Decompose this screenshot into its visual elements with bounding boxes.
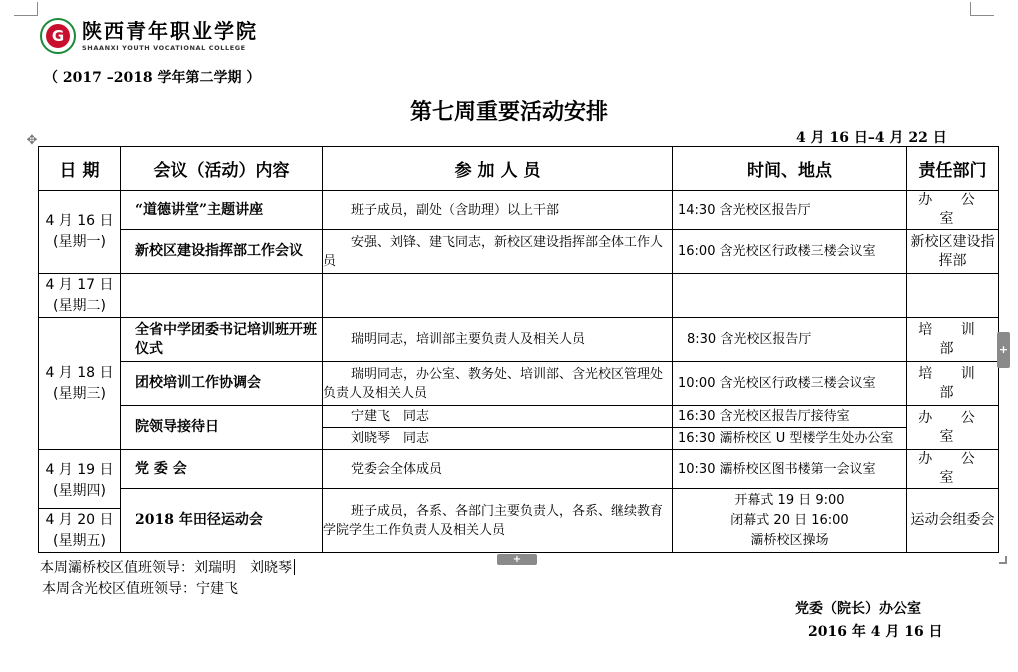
time-place-cell[interactable]: 10:30 灞桥校区图书楼第一会议室: [673, 450, 907, 489]
table-row[interactable]: [39, 362, 999, 406]
dept-cell[interactable]: 办 公 室: [907, 450, 999, 489]
duty-hanguang[interactable]: 本周含光校区值班领导：宁建飞: [42, 581, 238, 597]
table-row[interactable]: [39, 191, 999, 230]
time-place-cell[interactable]: [673, 489, 907, 553]
event-cell[interactable]: 党 委 会: [121, 450, 323, 489]
add-row-plus-icon[interactable]: +: [497, 554, 537, 565]
table-header-row: [39, 147, 999, 191]
time-place-cell[interactable]: 10:00 含光校区行政楼三楼会议室: [673, 362, 907, 406]
dept-cell[interactable]: 培 训 部: [907, 318, 999, 362]
table-row[interactable]: [39, 230, 999, 274]
date-cell[interactable]: [39, 450, 121, 509]
time-place-cell[interactable]: 8:30 含光校区报告厅: [673, 318, 907, 362]
table-row[interactable]: [39, 274, 999, 318]
table-row[interactable]: [39, 318, 999, 362]
table-resize-corner-icon[interactable]: [999, 556, 1007, 564]
participants-cell[interactable]: 瑞明同志，培训部主要负责人及相关人员: [323, 318, 673, 362]
header-participants: 参 加 人 员: [323, 147, 673, 191]
signature-date: 2016 年 4 月 16 日: [808, 624, 943, 640]
duty-baqiao[interactable]: [40, 557, 295, 577]
school-name-en: SHAANXI YOUTH VOCATIONAL COLLEGE: [82, 44, 246, 52]
school-logo: [40, 18, 258, 54]
dept-cell[interactable]: 办 公 室: [907, 191, 999, 230]
emblem-letter: G: [46, 24, 70, 48]
weekday-mon: (星期一): [53, 234, 106, 250]
date-mon: 4 月 16 日: [45, 213, 114, 229]
date-cell[interactable]: [39, 274, 121, 318]
closing-time: 闭幕式 20 日 16:00: [730, 512, 849, 528]
time-place-cell[interactable]: 16:30 灞桥校区 U 型楼学生处办公室: [673, 428, 907, 450]
school-emblem-icon: [40, 18, 76, 54]
header-time-place: 时间、地点: [673, 147, 907, 191]
date-cell[interactable]: [39, 509, 121, 553]
weekday-tue: (星期二): [53, 297, 106, 314]
semester-label: （ 2017 –2018 学年第二学期 ）: [44, 70, 261, 86]
date-tue: 4 月 17 日: [45, 276, 114, 293]
date-cell[interactable]: [39, 191, 121, 274]
document-title: 第七周重要活动安排: [409, 99, 608, 125]
header-event: 会议（活动）内容: [121, 147, 323, 191]
table-row[interactable]: [39, 406, 999, 428]
date-wed: 4 月 18 日: [45, 364, 114, 381]
participants-cell[interactable]: 党委会全体成员: [323, 450, 673, 489]
event-cell[interactable]: 全省中学团委书记培训班开班仪式: [121, 318, 323, 362]
participants-cell[interactable]: 班子成员，各系、各部门主要负责人，各系、继续教育学院学生工作负责人及相关人员: [323, 489, 673, 553]
opening-time: 开幕式 19 日 9:00: [734, 492, 845, 508]
schedule-table: [38, 146, 999, 553]
duty-baqiao-text: 本周灞桥校区值班领导：刘瑞明 刘晓琴: [40, 560, 292, 576]
weekday-wed: (星期三): [53, 385, 106, 402]
event-place: 灞桥校区操场: [750, 532, 829, 548]
time-place-cell[interactable]: 16:30 含光校区报告厅接待室: [673, 406, 907, 428]
dept-cell[interactable]: 新校区建设指挥部: [907, 230, 999, 274]
dept-cell[interactable]: 培 训 部: [907, 362, 999, 406]
weekday-fri: (星期五): [53, 532, 106, 549]
time-place-cell[interactable]: [673, 274, 907, 318]
table-row[interactable]: [39, 450, 999, 489]
participants-cell[interactable]: 班子成员，副处（含助理）以上干部: [323, 191, 673, 230]
table-row[interactable]: [39, 489, 999, 509]
dept-cell[interactable]: 运动会组委会: [907, 489, 999, 553]
time-place-cell[interactable]: 14:30 含光校区报告厅: [673, 191, 907, 230]
event-cell[interactable]: 团校培训工作协调会: [121, 362, 323, 406]
dept-cell[interactable]: [907, 274, 999, 318]
school-name: 陕西青年职业学院: [82, 19, 258, 43]
table-move-handle-icon[interactable]: ✥: [26, 133, 38, 148]
weekday-thu: (星期四): [53, 483, 106, 499]
event-cell[interactable]: 2018 年田径运动会: [121, 489, 323, 553]
time-place-cell[interactable]: 16:00 含光校区行政楼三楼会议室: [673, 230, 907, 274]
participants-cell[interactable]: [323, 274, 673, 318]
participants-cell[interactable]: 安强、刘锋、建飞同志，新校区建设指挥部全体工作人员: [323, 230, 673, 274]
header-dept: 责任部门: [907, 147, 999, 191]
dept-cell[interactable]: 办 公 室: [907, 406, 999, 450]
signature-office: 党委（院长）办公室: [795, 601, 921, 617]
date-cell[interactable]: [39, 318, 121, 450]
event-cell[interactable]: “道德讲堂”主题讲座: [121, 191, 323, 230]
text-cursor: [294, 559, 295, 575]
participants-cell[interactable]: 刘晓琴 同志: [323, 428, 673, 450]
event-cell[interactable]: 院领导接待日: [121, 406, 323, 450]
date-thu: 4 月 19 日: [45, 462, 114, 478]
participants-cell[interactable]: 瑞明同志，办公室、教务处、培训部、含光校区管理处负责人及相关人员: [323, 362, 673, 406]
crop-mark-top-left: [14, 2, 38, 16]
date-range: 4 月 16 日–4 月 22 日: [796, 130, 947, 146]
participants-cell[interactable]: 宁建飞 同志: [323, 406, 673, 428]
header-date: 日 期: [39, 147, 121, 191]
event-cell[interactable]: 新校区建设指挥部工作会议: [121, 230, 323, 274]
add-column-plus-icon[interactable]: +: [997, 332, 1010, 368]
crop-mark-top-right: [970, 2, 994, 16]
date-fri: 4 月 20 日: [45, 511, 114, 528]
event-cell[interactable]: [121, 274, 323, 318]
